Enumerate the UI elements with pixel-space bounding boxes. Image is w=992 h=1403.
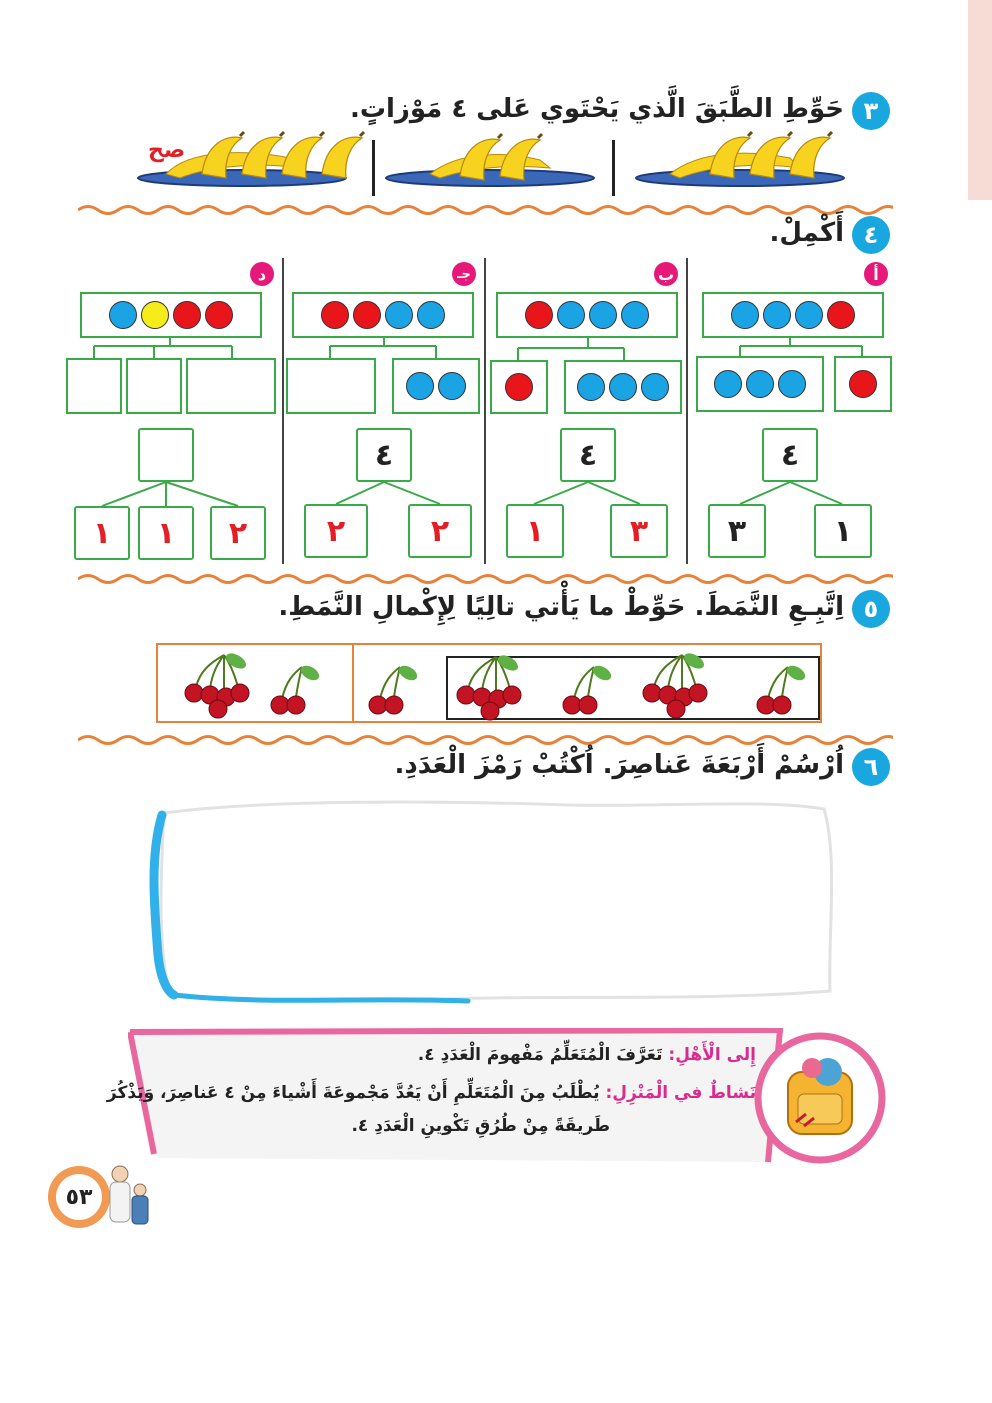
panel-b-group-left bbox=[490, 360, 548, 414]
counter bbox=[173, 301, 201, 329]
column-divider bbox=[282, 258, 284, 564]
question-5-number: ٥ bbox=[852, 590, 890, 628]
panel-a-group-left bbox=[696, 356, 824, 412]
question-6-text: اُرْسُمْ أَرْبَعَةَ عَناصِرَ. اُكْتُبْ رَمْزَ الْعَدَدِ. bbox=[394, 750, 844, 780]
counter bbox=[778, 370, 806, 398]
panel-d-group-1-empty[interactable] bbox=[66, 358, 122, 414]
side-tab bbox=[968, 0, 992, 200]
counter bbox=[763, 301, 791, 329]
counter bbox=[321, 301, 349, 329]
wavy-divider bbox=[78, 572, 893, 586]
wavy-divider bbox=[78, 203, 893, 217]
cherry-option-four[interactable] bbox=[185, 650, 249, 718]
panel-b-whole: ٤ bbox=[560, 428, 616, 482]
panel-a-badge: أ bbox=[864, 262, 888, 286]
panel-d-group-2-empty[interactable] bbox=[126, 358, 182, 414]
column-divider bbox=[686, 258, 688, 564]
plate-divider bbox=[372, 140, 375, 196]
parents-label: إِلى الْأَهْلِ: bbox=[668, 1045, 756, 1065]
question-4-text: أَكْمِلْ. bbox=[769, 218, 844, 248]
panel-c-badge: جـ bbox=[452, 262, 476, 286]
counter bbox=[731, 301, 759, 329]
page-number: ٥٣ bbox=[56, 1174, 102, 1220]
panel-b-counters bbox=[496, 292, 678, 338]
panel-c-counters bbox=[292, 292, 474, 338]
question-6-number: ٦ bbox=[852, 748, 890, 786]
plate-divider bbox=[612, 140, 615, 196]
counter bbox=[353, 301, 381, 329]
drawing-area[interactable] bbox=[148, 795, 836, 1005]
panel-d-badge: د bbox=[250, 262, 274, 286]
question-3-text: حَوِّطِ الطَّبَقَ الَّذي يَحْتَوي عَلى ٤ مَوْزاتٍ. bbox=[349, 94, 844, 124]
panel-d-part-3: ٢ bbox=[210, 506, 266, 560]
counter bbox=[438, 372, 466, 400]
panel-d-part-2: ١ bbox=[138, 506, 194, 560]
panel-d-part-1: ١ bbox=[74, 506, 130, 560]
parents-text-1: تَعَرَّفَ الْمُتَعَلِّمُ مَفْهومَ الْعَدَدِ ٤. bbox=[417, 1045, 663, 1065]
panel-c-whole: ٤ bbox=[356, 428, 412, 482]
correct-mark: صح bbox=[148, 138, 186, 163]
plate-right-bananas[interactable] bbox=[636, 132, 844, 186]
page-number-badge bbox=[48, 1166, 110, 1228]
counter bbox=[714, 370, 742, 398]
counter bbox=[141, 301, 169, 329]
counter bbox=[109, 301, 137, 329]
column-divider bbox=[484, 258, 486, 564]
parents-text-2: يُطْلَبُ مِنَ الْمُتَعَلِّمِ أَنْ يَعُدَّ مَجْموعَةَ أَشْياءَ مِنْ ٤ عَناصِرَ، وَيَذْكُرَ bbox=[106, 1083, 600, 1103]
counter bbox=[795, 301, 823, 329]
counter bbox=[205, 301, 233, 329]
panel-a-part-left: ٣ bbox=[708, 504, 766, 558]
banana-plates bbox=[130, 128, 860, 198]
cherry-pattern bbox=[156, 643, 822, 723]
wavy-divider bbox=[78, 733, 893, 747]
panel-b-part-right: ٣ bbox=[610, 504, 668, 558]
panel-d-group-3-empty[interactable] bbox=[186, 358, 276, 414]
counter bbox=[641, 373, 669, 401]
panel-b-part-left: ١ bbox=[506, 504, 564, 558]
counter bbox=[385, 301, 413, 329]
question-5-text: اِتَّبِـعِ النَّمَطَ. حَوِّطْ ما يَأْتي تالِيًا لِإِكْمالِ النَّمَطِ. bbox=[278, 592, 844, 622]
counter bbox=[525, 301, 553, 329]
panel-c-part-left: ٢ bbox=[304, 504, 368, 558]
counter bbox=[609, 373, 637, 401]
panel-c-part-right: ٢ bbox=[408, 504, 472, 558]
panel-c-group-left-empty[interactable] bbox=[286, 358, 376, 414]
panel-d-counters bbox=[80, 292, 262, 338]
counter bbox=[417, 301, 445, 329]
panel-d-whole-empty[interactable] bbox=[138, 428, 194, 482]
panel-a-part-right: ١ bbox=[814, 504, 872, 558]
counter bbox=[589, 301, 617, 329]
panel-b-badge: ب bbox=[654, 262, 678, 286]
panel-b-group-right bbox=[564, 360, 682, 414]
parents-line-2 bbox=[107, 1083, 756, 1103]
panel-c-group-right bbox=[392, 358, 480, 414]
panel-a-counters bbox=[702, 292, 884, 338]
counter bbox=[827, 301, 855, 329]
panel-a-group-right bbox=[834, 356, 892, 412]
counter bbox=[557, 301, 585, 329]
counter bbox=[621, 301, 649, 329]
counter bbox=[505, 373, 533, 401]
counter bbox=[577, 373, 605, 401]
family-icon bbox=[104, 1164, 154, 1228]
question-3-number: ٣ bbox=[852, 92, 890, 130]
cherry-option-two[interactable] bbox=[271, 663, 322, 714]
panel-a-whole: ٤ bbox=[762, 428, 818, 482]
question-4-number: ٤ bbox=[852, 216, 890, 254]
counter bbox=[746, 370, 774, 398]
counter bbox=[849, 370, 877, 398]
plate-three-bananas[interactable] bbox=[386, 134, 594, 186]
parents-text-3: طَريقَةً مِنْ طُرُقِ تَكْوينِ الْعَدَدِ ٤. bbox=[351, 1116, 610, 1136]
home-activity-label: نَشاطٌ في الْمَنْزِلِ: bbox=[605, 1083, 756, 1103]
parents-line-1 bbox=[418, 1045, 756, 1065]
counter bbox=[406, 372, 434, 400]
